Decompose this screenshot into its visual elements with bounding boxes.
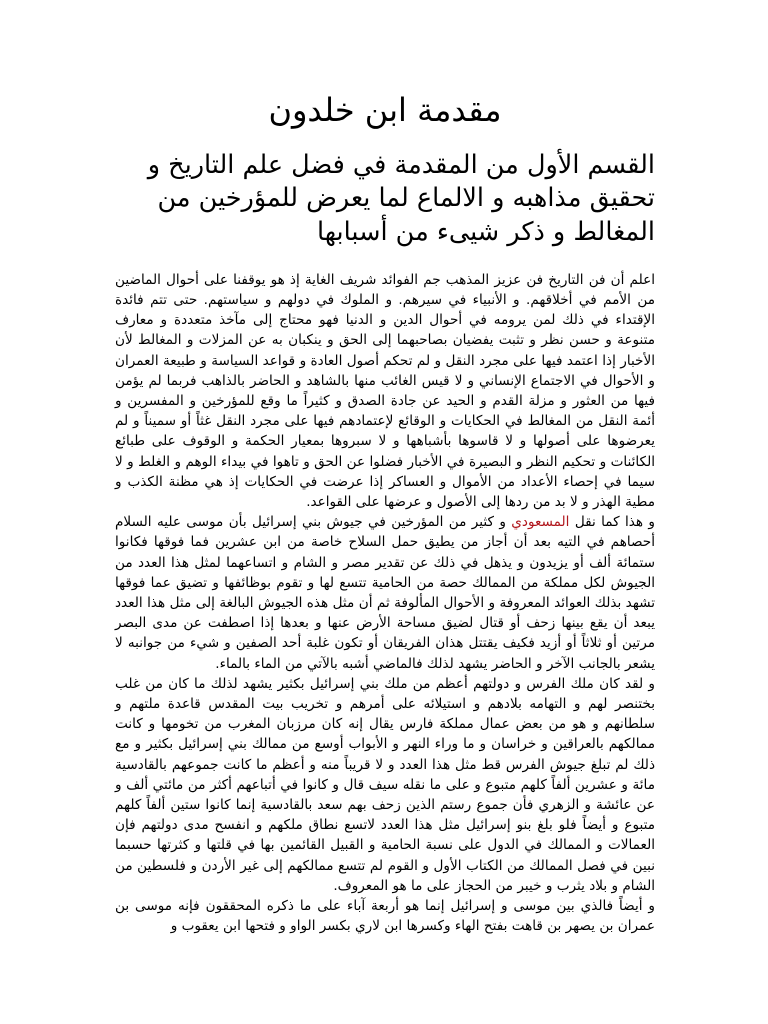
section-heading: القسم الأول من المقدمة في فضل علم التاريخ و تحقيق مذاهبه و الالماع لما يعرض للمؤرخين من المغالط و ذكر شيىء من أسبابها [147,149,655,248]
paragraph-persians: و لقد كان ملك الفرس و دولتهم أعظم من ملك بني إسرائيل بكثير يشهد لذلك ما كان من غلب بختنصر لهم و التهامه بلادهم و استيلائه على أمرهم و تخريب بيت المقدس قاعدة ملتهم و سلطانهم و هو من بعض عمال مملكة فارس يقال إنه كان مرزبان المغرب من تخومها و كانت ممالكهم بالعراقين و خراسان و ما وراء النهر و الأبواب أوسع من ممالك بني إسرائيل بكثير و مع ذلك لم تبلغ جيوش الفرس قط مثل هذا العدد و لا قريباً منه و أعظم ما كانت جموعهم بالقادسية مائة و عشرين ألفاً كلهم متبوع و على ما نقله سيف قال و كانوا في أتباعهم أكثر من مائتي ألف و عن عائشة و الزهري فأن جموع رستم الذين زحف بهم سعد بالقادسية إنما كانوا ستين ألفاً كلهم متبوع و أيضاً فلو بلغ بنو إسرائيل مثل هذا العدد لاتسع نطاق ملكهم و انفسح مدى دولتهم فإن العمالات و الممالك في الدول على نسبة الحامية و القبيل القائمين بها في قلتها و كثرتها حسبما نبين في فصل الممالك من الكتاب الأول و القوم لم تتسع ممالكهم إلى غير الأردن و فلسطين من الشام و بلاد يثرب و خيبر من الحجاز على ما هو المعروف. [115,675,655,894]
paragraph-lineage: و أيضاً فالذي بين موسى و إسرائيل إنما هو أربعة آباء على ما ذكره المحققون فإنه موسى بن عمران بن يصهر بن قاهت بفتح الهاء وكسرها ابن لاري بكسر الواو و فتحها ابن يعقوب و [115,898,655,935]
masudi-link[interactable]: المسعودي [511,514,570,531]
paragraph-masudi [115,512,655,674]
paragraph-text: و هذا كما نقل [569,514,655,531]
document-page [115,88,655,936]
document-title: مقدمة ابن خلدون [268,91,502,129]
paragraph-intro: اعلم أن فن التاريخ فن عزيز المذهب جم الفوائد شريف الغاية إذ هو يوقفنا على أحوال الماضين من الأمم في أخلاقهم. و الأنبياء في سيرهم. و الملوك في دولهم و سياستهم. حتى تتم فائدة الإقتداء في ذلك لمن يرومه في أحوال الدين و الدنيا فهو محتاج إلى مآخذ متعددة و معارف متنوعة و حسن نظر و تثبت يفضيان بصاحبهما إلى الحق و ينكبان به عن المزلات و المغالط لأن الأخبار إذا اعتمد فيها على مجرد النقل و لم تحكم أصول العادة و قواعد السياسة و طبيعة العمران و الأحوال في الاجتماع الإنساني و لا قيس الغائب منها بالشاهد و الحاضر بالذاهب فربما لم يؤمن فيها من العثور و مزلة القدم و الحيد عن جادة الصدق و كثيراً ما وقع للمؤرخين و المفسرين و أئمة النقل من المغالط في الحكايات و الوقائع لإعتمادهم فيها على مجرد النقل غثاً أو سميناً و لم يعرضوها على أصولها و لا قاسوها بأشباهها و لا سبروها بمعيار الحكمة و الوقوف على طبائع الكائنات و تحكيم النظر و البصيرة في الأخبار فضلوا عن الحق و تاهوا في بيداء الوهم و الغلط و لا سيما في إحصاء الأعداد من الأموال و العساكر إذا عرضت في الحكايات إذ هي مظنة الكذب و مطية الهذر و لا بد من ردها إلى الأصول و عرضها على القواعد. [115,271,655,510]
paragraph-text: و كثير من المؤرخين في جيوش بني إسرائيل بأن موسى عليه السلام أحصاهم في التيه بعد أن أجاز من يطيق حمل السلاح خاصة من ابن عشرين فما فوقها فكانوا ستمائة ألف أو يزيدون و يذهل في ذلك عن تقدير مصر و الشام و اتساعهما لمثل هذا العدد من الجيوش لكل مملكة من الممالك حصة من الحامية تتسع لها و تقوم بوظائفها و تضيق عما فوقها تشهد بذلك العوائد المعروفة و الأحوال المألوفة ثم أن مثل هذه الجيوش البالغة إلى مثل هذا العدد يبعد أن يقع بينها زحف أو قتال لضيق مساحة الأرض عنها و بعدها إذا اصطفت عن مدى البصر مرتين أو ثلاثاً أو أزيد فكيف يقتتل هذان الفريقان أو تكون غلبة أحد الصفين و شيء من جوانبه لا يشعر بالجانب الآخر و الحاضر يشهد لذلك فالماضي أشبه بالآتي من الماء بالماء. [115,514,655,672]
